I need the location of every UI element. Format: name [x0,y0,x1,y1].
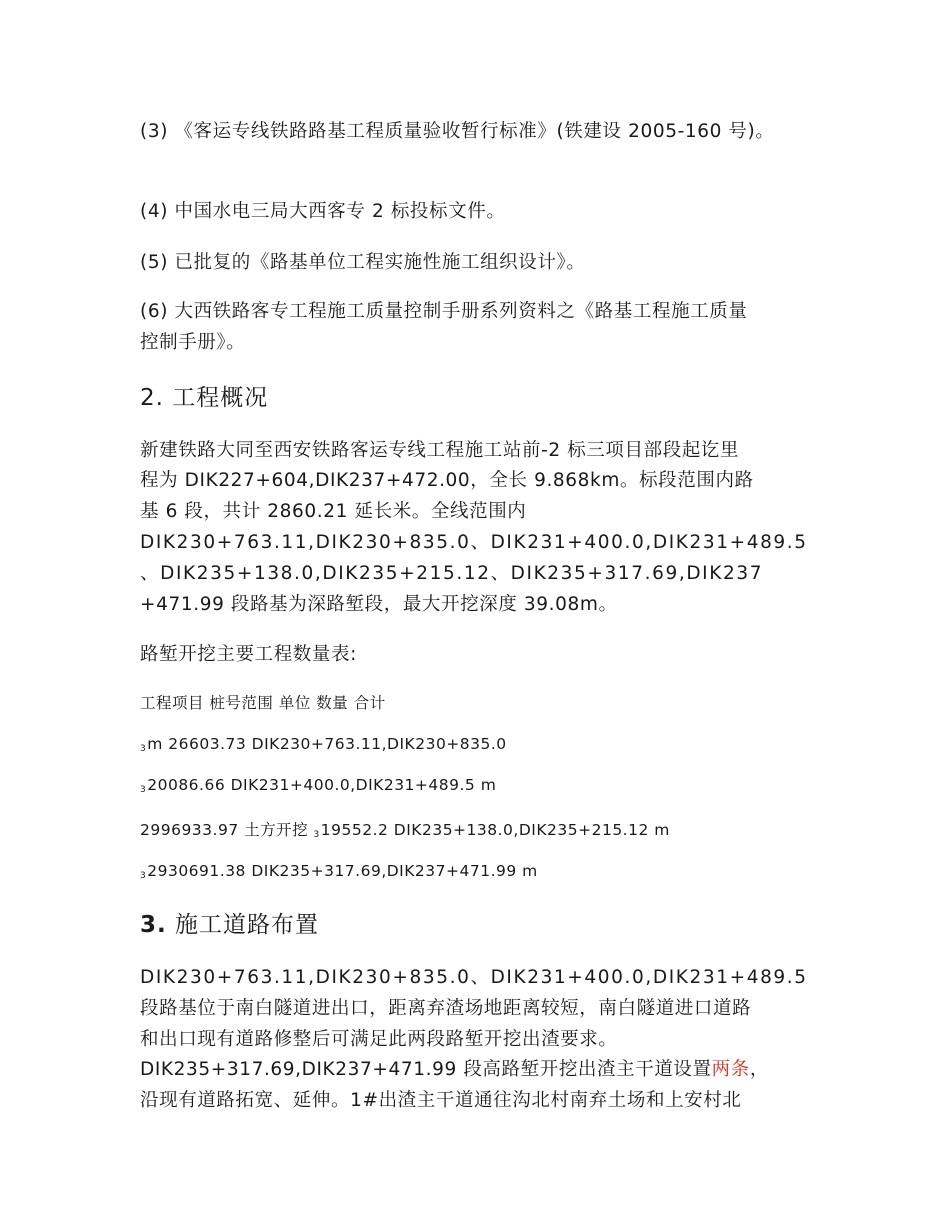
section-2-line-3: 基 6 段，共计 2860.21 延长米。全线范围内 [140,501,527,522]
table-row-3 [140,815,670,850]
highlighted-text: 两条 [711,1059,750,1080]
table-caption: 路堑开挖主要工程数量表: [140,644,357,665]
section-2-line-2: 程为 DIK227+604,DIK237+472.00，全长 9.868km。标段范围内路 [140,470,754,491]
section-2-heading: 2. 工程概况 [140,385,269,411]
table-row-3-text: 19552.2 DIK235+138.0,DIK235+215.12 m [320,821,670,839]
table-row-2 [140,770,496,805]
superscript-mark: 3 [140,871,147,881]
section-2-line-1: 新建铁路大同至西安铁路客运专线工程施工站前-2 标三项目部段起讫里 [140,440,740,461]
reference-item-6-line-2: 控制手册》。 [140,332,246,353]
section-3-line-5: 沿现有道路拓宽、延伸。1#出渣主干道通往沟北村南弃土场和上安村北 [140,1090,742,1111]
section-3-line-1: DIK230+763.11,DIK230+835.0、DIK231+400.0,DIK231+489.5 [140,967,808,988]
reference-item-5: (5) 已批复的《路基单位工程实施性施工组织设计》。 [140,252,586,273]
section-3-line-4 [140,1055,769,1085]
superscript-mark: 3 [140,744,147,754]
superscript-mark: 3 [140,785,147,795]
section-3-line-2: 段路基位于南白隧道进出口，距离弃渣场地距离较短，南白隧道进口道路 [140,998,752,1019]
reference-item-4: (4) 中国水电三局大西客专 2 标投标文件。 [140,201,506,222]
table-row-4 [140,856,538,891]
table-row-3-prefix: 2996933.97 土方开挖 [140,821,314,839]
section-3-line-4-text: DIK235+317.69,DIK237+471.99 段高路堑开挖出渣主干道设置 [140,1059,712,1080]
reference-item-6-line-1: (6) 大西铁路客专工程施工质量控制手册系列资料之《路基工程施工质量 [140,301,748,322]
table-row-1-text: m 26603.73 DIK230+763.11,DIK230+835.0 [147,735,507,753]
section-3-heading [140,908,319,942]
section-2-line-5: 、DIK235+138.0,DIK235+215.12、DIK235+317.69,DIK237 [140,563,764,584]
section-3-line-3: 和出口现有道路修整后可满足此两段路堑开挖出渣要求。 [140,1029,618,1050]
section-3-heading-text: 施工道路布置 [166,912,320,938]
section-3-heading-number: 3. [140,912,167,938]
superscript-mark: 3 [313,830,320,840]
table-header: 工程项目 桩号范围 单位 数量 合计 [140,694,386,712]
table-row-2-text: 20086.66 DIK231+400.0,DIK231+489.5 m [147,776,497,794]
section-2-line-4: DIK230+763.11,DIK230+835.0、DIK231+400.0,DIK231+489.5 [140,532,808,553]
table-row-1 [140,729,507,764]
section-3-line-4-end: ， [749,1059,769,1080]
table-row-4-text: 2930691.38 DIK235+317.69,DIK237+471.99 m [147,862,538,880]
reference-item-3: (3) 《客运专线铁路路基工程质量验收暂行标准》(铁建设 2005-160 号)。 [140,121,775,142]
section-2-line-6: +471.99 段路基为深路堑段，最大开挖深度 39.08m。 [140,594,618,615]
